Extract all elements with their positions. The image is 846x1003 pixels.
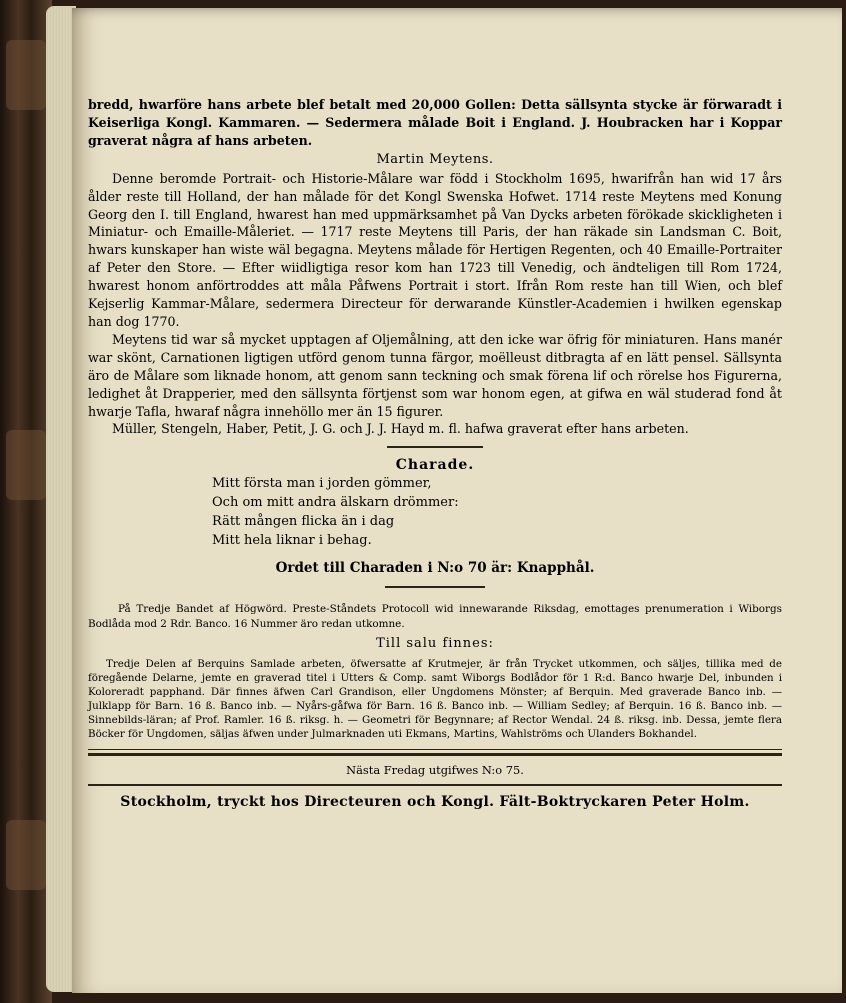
for-sale-text: Tredje Delen af Berquins Samlade arbeten, öfwersatte af Krutmejer, är från Trycket utkommen, och säljes, tillika med de föregående Delarne, jemte en graverad titel i Utters & Comp. samt Wiborgs Bodlådor för 1 R:d. Banco hwarje Del, inbunden i Koloreradt papphand. Där finnes äfwen Carl Grandison, eller Ungdomens Mönster; af Berquin. Med graverade Banco inb. — Julklapp för Barn. 16 ß. Banco inb. — Nyårs-gåfwa för Barn. 16 ß. Banco inb. — William Sedley; af Berquin. 16 ß. Banco inb. — Sinnebilds-läran; af Prof. Ramler. 16 ß. riksg. h. — Geometri för Begynnare; af Rector Wendal. 24 ß. riksg. inb. Dessa, jemte flera Böcker för Ungdomen, säljas äfwen under Julmarknaden uti Ekmans, Martins, Wahlströms och Ulanders Bokhandel. [88,657,782,741]
printer-imprint: Stockholm, tryckt hos Directeuren och Kongl. Fält-Boktryckaren Peter Holm. [88,784,782,812]
verse-line: Rätt mången flicka än i dag [212,514,395,530]
charade-verse [88,474,782,550]
subscription-notice: På Tredje Bandet af Högwörd. Preste-Ståndets Protocoll wid innewarande Riksdag, emottages prenumeration i Wiborgs Bodlåda mod 2 Rdr. Banco. 16 Nummer äro redan utkomne. [88,603,782,630]
verse-line: Mitt hela liknar i behag. [212,533,372,549]
verse-line: Mitt första man i jorden gömmer, [212,476,432,492]
next-issue-notice: Nästa Fredag utgifwes N:o 75. [346,763,524,778]
divider [88,749,782,750]
charade-answer: Ordet till Charaden i N:o 70 är: Knapphål. [275,560,595,577]
page-content [88,96,782,812]
divider [385,586,485,588]
charade-title: Charade. [395,457,475,474]
book-spine [0,0,52,1003]
style-paragraph: Meytens tid war så mycket upptagen af Oljemålning, att den icke war öfrig för miniaturen. Hans manér war skönt, Carnationen ligtigen utförd genom tunna färgor, moëlleust ditbragta af en lätt pensel. Sällsynta äro de Målare som liknade honom, att genom sann teckning och smak förena lif och rörelse hos Figurerna, ledighet åt Drapperier, med den sällsynta förtjenst som war honom egen, at gifwa en wäl studerad fond åt hwarje Tafla, hwaraf några innehöllo mer än 15 figurer. [88,331,782,419]
divider [387,446,483,448]
intro-paragraph: bredd, hwarföre hans arbete blef betalt med 20,000 Gollen: Detta sällsynta stycke är förwaradt i Keiserliga Kongl. Kammaren. — Sedermera målade Boit i England. J. Houbracken har i Koppar graverat några af hans arbeten. [88,97,782,148]
section-heading: Martin Meytens. [376,151,494,167]
verse-line: Och om mitt andra älskarn drömmer: [212,495,459,511]
spine-binding-mark [6,820,46,890]
spine-binding-mark [6,40,46,110]
engravers-paragraph: Müller, Stengeln, Haber, Petit, J. G. och J. J. Hayd m. fl. hafwa graverat efter hans arbeten. [112,421,689,437]
biography-paragraph: Denne beromde Portrait- och Historie-Målare war född i Stockholm 1695, hwarifrån han wid 17 års ålder reste till Holland, der han målade för det Kongl Swenska Hofwet. 1714 reste Meytens med Konung Georg den I. till England, hwarest han med uppmärksamhet på Van Dycks arbeten förökade skickligheten i Miniatur- och Emaille-Måleriet. — 1717 reste Meytens till Paris, der han räkade sin Landsman C. Boit, hwars kunskaper han wiste wäl begagna. Meytens målade för Hertigen Regenten, och 40 Emaille-Portraiter af Peter den Store. — Efter wiidligtiga resor kom han 1723 till Venedig, och ändteligen till Rom 1724, hwarest honom anförtroddes att måla Påfwens Portrait i stort. Ifrån Rom reste han till Wien, och blef Kejserlig Kammar-Målare, sedermera Directeur för derwarande Künstler-Academien i hwilken egenskap han dog 1770. [88,170,782,329]
spine-binding-mark [6,430,46,500]
for-sale-heading: Till salu finnes: [376,635,494,651]
divider [88,753,782,756]
